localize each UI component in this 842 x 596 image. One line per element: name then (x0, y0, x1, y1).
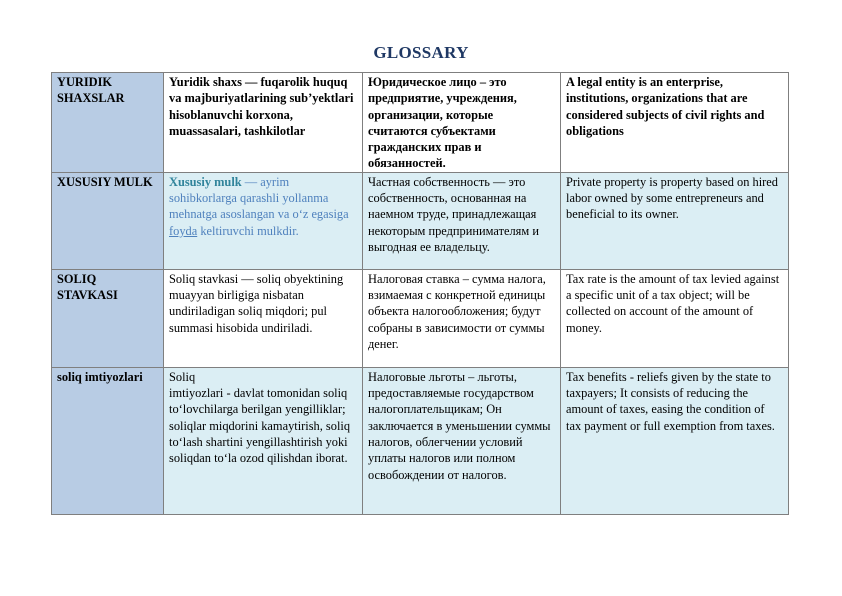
uzbek-definition: Yuridik shaxs — fuqarolik huquq va majburiyatlarining sub’yektlari hisoblanuvchi korxona, muassasalari, tashkilotlar (164, 73, 363, 173)
english-definition: A legal entity is an enterprise, institutions, organizations that are considered subjects of civil rights and obligations (561, 73, 789, 173)
english-definition: Tax rate is the amount of tax levied against a specific unit of a tax object; will be collected on account of the amount of money. (561, 269, 789, 367)
table-row (52, 269, 789, 367)
russian-definition: Юридическое лицо – это предприятие, учреждения, организации, которые считаются субъектами гражданских прав и обязанностей. (363, 73, 561, 173)
term-cell: YURIDIK SHAXSLAR (52, 73, 164, 173)
russian-definition: Налоговые льготы – льготы, предоставляемые государством налогоплательщикам; Он заключается в уменьшении суммы налогов, облегчении условий уплаты налогов или полном освобождении от налогов. (363, 367, 561, 514)
table-row (52, 73, 789, 173)
definition-text: keltiruvchi mulkdir. (197, 223, 299, 238)
definition-line: Soliq (169, 369, 196, 384)
term-link[interactable]: Xususiy mulk (169, 174, 242, 189)
russian-definition: Налоговая ставка – сумма налога, взимаемая с конкретной единицы объекта налогообложения; будут собраны в зависимости от суммы денег. (363, 269, 561, 367)
term-cell: SOLIQ STAVKASI (52, 269, 164, 367)
term-cell: XUSUSIY MULK (52, 172, 164, 269)
page-title: GLOSSARY (373, 43, 469, 62)
russian-definition: Частная собственность — это собственность, основанная на наемном труде, принадлежащая некоторым предпринимателям и выгодная ее владельцу. (363, 172, 561, 269)
foyda-link[interactable]: foyda (169, 223, 198, 238)
english-definition: Tax benefits - reliefs given by the state to taxpayers; It consists of reducing the amount of taxes, easing the condition of tax payment or full exemption from taxes. (561, 367, 789, 514)
definition-text: imtiyozlari - davlat tomonidan soliq to‘lovchilarga berilgan yengilliklar; soliqlar miqdorini kamaytirish, soliq to‘lash shartini yengillashtirish yoki soliqdan to‘la ozod qilishdan iborat. (169, 386, 351, 466)
definition-text: — ayrim sohibkorlarga qarashli yollanma mehnatga asoslangan va o‘z egasiga (169, 174, 349, 222)
table-row (52, 367, 789, 514)
term-cell: soliq imtiyozlari (52, 367, 164, 514)
table-row (52, 172, 789, 269)
uzbek-definition (164, 367, 363, 514)
english-definition: Private property is property based on hired labor owned by some entrepreneurs and beneficial to its owner. (561, 172, 789, 269)
uzbek-definition: Soliq stavkasi — soliq obyektining muayyan birligiga nisbatan undiriladigan soliq miqdori; pul summasi hisobida undiriladi. (164, 269, 363, 367)
uzbek-definition (164, 172, 363, 269)
glossary-table (51, 72, 789, 515)
